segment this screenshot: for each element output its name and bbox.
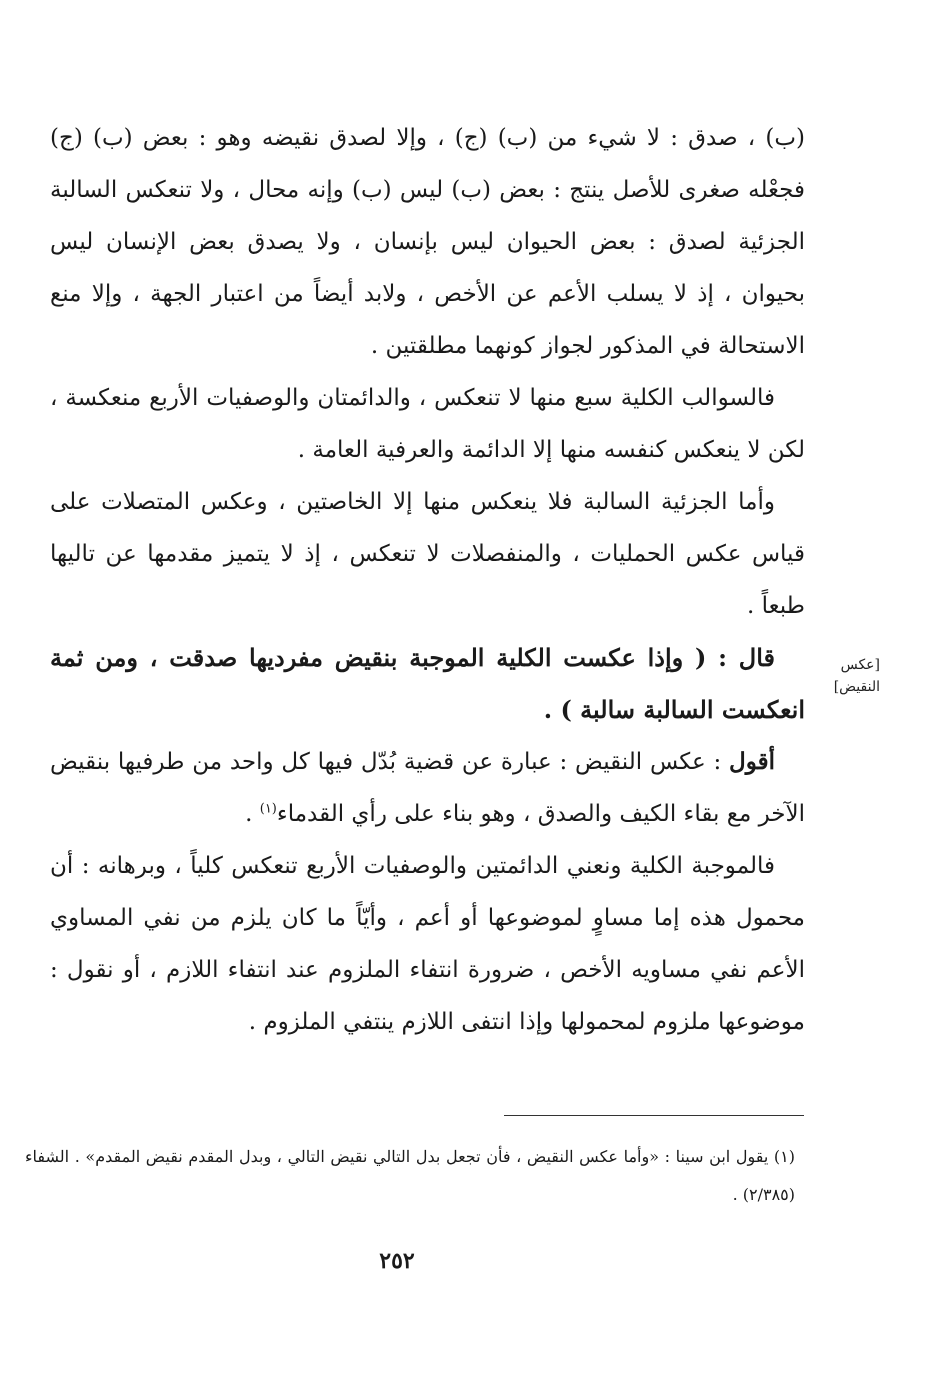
main-text-block [50,112,805,1048]
margin-note: [عكس النقيض] [833,657,880,695]
paragraph-5-text: : عكس النقيض : عبارة عن قضية بُدّل فيها كل واحد من طرفيها بنقيض الآخر مع بقاء الكيف والصدق ، وهو بناء على رأي القدماء [50,749,805,827]
footnote: (١) يقول ابن سينا : «وأما عكس النقيض ، فأن تجعل بدل التالي نقيض التالي ، وبدل المقدم نقيض المقدم» . الشفاء (٢/٣٨٥) . [25,1147,795,1204]
paragraph-2: فالسوالب الكلية سبع منها لا تنعكس ، والدائمتان والوصفيات الأربع منعكسة ، لكن لا ينعكس كنفسه منها إلا الدائمة والعرفية العامة . [50,385,805,463]
page-number: ٢٥٢ [379,1248,415,1274]
paragraph-6: فالموجبة الكلية ونعني الدائمتين والوصفيات الأربع تنعكس كلياً ، وبرهانه : أن محمول هذه إما مساوٍ لموضوعها أو أعم ، وأيّاً ما كان يلزم من نفي المساوي الأعم نفي مساويه الأخص ، ضرورة انتفاء الملزوم عند انتفاء اللازم ، أو نقول : موضوعها ملزوم لمحمولها وإذا انتفى اللازم ينتفي الملزوم . [50,853,805,1035]
footnote-divider [504,1115,804,1116]
paragraph-3: وأما الجزئية السالبة فلا ينعكس منها إلا الخاصتين ، وعكس المتصلات على قياس عكس الحمليات ، والمنفصلات لا تنعكس ، إذ لا يتميز مقدمها عن تاليها طبعاً . [50,489,805,619]
paragraph-5-end: . [245,801,260,827]
paragraph-5 [50,736,805,840]
paragraph-1: (ب) ، صدق : لا شيء من (ب) (ج) ، وإلا لصدق نقيضه وهو : بعض (ب) (ج) فجعْله صغرى للأصل ينتج : بعض (ب) ليس (ب) وإنه محال ، ولا تنعكس السالبة الجزئية لصدق : بعض الحيوان ليس بإنسان ، ولا يصدق بعض الإنسان ليس بحيوان ، إذ لا يسلب الأعم عن الأخص ، ولابد أيضاً من اعتبار الجهة ، وإلا منع الاستحالة في المذكور لجواز كونهما مطلقتين . [50,125,805,359]
footnote-reference[interactable]: (١) [259,801,277,817]
paragraph-4-quote: قال : ( وإذا عكست الكلية الموجبة بنقيض مفرديها صدقت ، ومن ثمة انعكست السالبة سالبة ) . [50,643,805,724]
aqul-term: أقول [729,748,775,775]
